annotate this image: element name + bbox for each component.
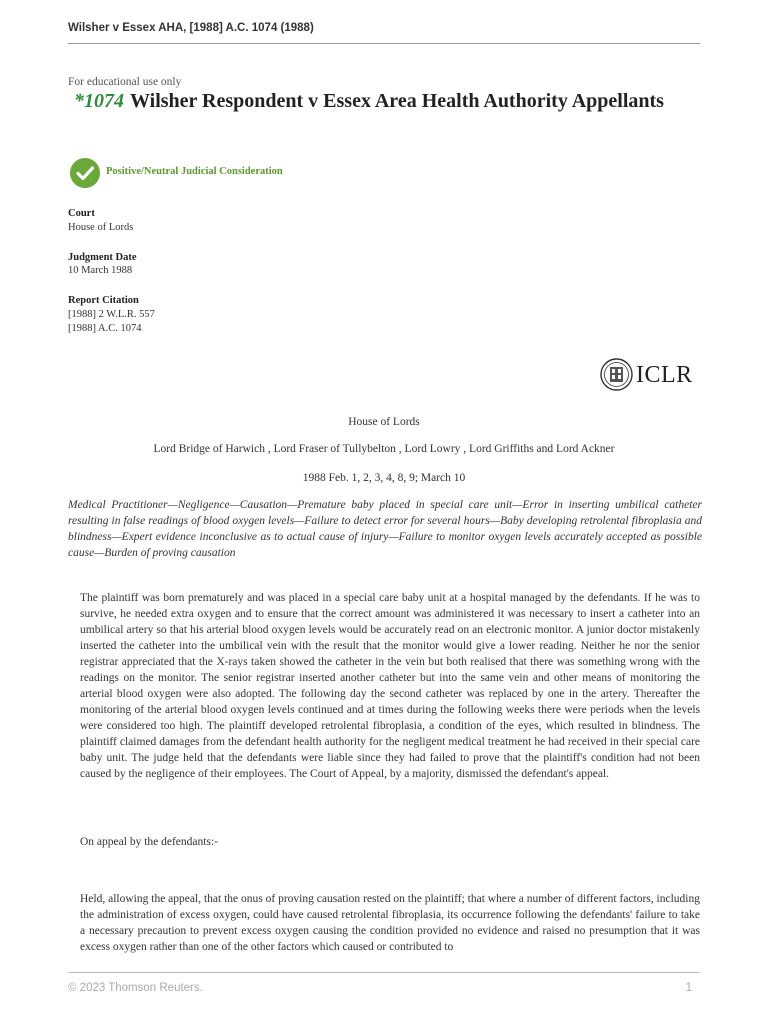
judgment-date-value: 10 March 1988 <box>68 265 133 276</box>
header-divider <box>68 43 700 44</box>
hearing-dates: 1988 Feb. 1, 2, 3, 4, 8, 9; March 10 <box>302 472 466 484</box>
held-paragraph: Held, allowing the appeal, that the onus of proving causation rested on the plaintiff; that where a number of different factors, including the administration of excess oxygen, could have caused retrolental fibroplasia, its occurrence following the defendants' failure to take a necessary precaution to prevent excess oxygen causing the condition provided no evidence and raised no presumption that it was excess oxygen rather than one of the other factors which caused or contributed to <box>80 893 700 953</box>
iclr-crest-icon <box>600 358 633 391</box>
judicial-consideration-link[interactable]: Positive/Neutral Judicial Consideration <box>106 166 283 177</box>
footer-divider <box>68 972 700 973</box>
judgment-date-label: Judgment Date <box>68 252 137 263</box>
star-page-marker: *1074 <box>74 90 124 112</box>
running-title: Wilsher v Essex AHA, [1988] A.C. 1074 (1988) <box>68 22 314 34</box>
page-number: 1 <box>685 982 692 994</box>
footer-copyright: © 2023 Thomson Reuters. <box>68 982 203 994</box>
headnote-facts: The plaintiff was born prematurely and was placed in a special care baby unit at a hospital managed by the defendants. If he was to survive, he needed extra oxygen and to ensure that the correct amount was administered it was necessary to insert a catheter into an umbilical artery so that his arterial blood oxygen levels would be accurately read on an electronic monitor. A junior doctor mistakenly inserted the catheter into the umbilical vein with the result that the monitor would give a lower reading. Neither he nor the senior registrar appreciated that the X-rays taken showed the catheter in the vein but both realised that there was something wrong with the readings on the monitor. The senior registrar inserted another catheter but into the same vein and other means of monitoring the arterial blood oxygen were also adopted. The following day the second catheter was replaced by one in the artery. Thereafter the monitoring of the arterial blood oxygen levels continued and at times during the following weeks there were periods when the levels were considered too high. The plaintiff developed retrolental fibroplasia, a condition of the eyes, which resulted in blindness. The plaintiff claimed damages from the defendant health authority for the negligent medical treatment he had received in their special care baby unit. The judge held that the defendants were liable since they had failed to prove that the plaintiff's condition had not been caused by the negligence of their employees. The Court of Appeal, by a majority, dismissed the defendant's appeal. <box>80 592 700 780</box>
report-citation-2: [1988] A.C. 1074 <box>68 323 142 334</box>
court-label: Court <box>68 208 95 219</box>
appeal-line: On appeal by the defendants:- <box>80 836 218 848</box>
catchwords: Medical Practitioner—Negligence—Causation—Premature baby placed in special care unit—Error in inserting umbilical catheter resulting in false readings of blood oxygen levels—Failure to detect error for several hours—Baby developing retrolental fibroplasia and blindness—Expert evidence inconclusive as to actual cause of injury—Failure to monitor oxygen levels accurately accepted as possible cause—Burden of proving causation <box>68 499 702 559</box>
educational-use-notice: For educational use only <box>68 76 182 88</box>
checkmark-circle-icon <box>70 158 100 188</box>
running-header <box>0 0 768 44</box>
report-citation-1: [1988] 2 W.L.R. 557 <box>68 309 155 320</box>
judges-line: Lord Bridge of Harwich , Lord Fraser of Tullybelton , Lord Lowry , Lord Griffiths and Lord Ackner <box>153 443 615 455</box>
case-title <box>68 90 708 113</box>
logo-text: ICLR <box>636 362 693 388</box>
case-title-text: Wilsher Respondent v Essex Area Health Authority Appellants <box>130 90 664 112</box>
report-citation-label: Report Citation <box>68 295 139 306</box>
court-heading: House of Lords <box>348 416 420 428</box>
court-value: House of Lords <box>68 222 134 233</box>
publisher-logo <box>600 358 700 392</box>
